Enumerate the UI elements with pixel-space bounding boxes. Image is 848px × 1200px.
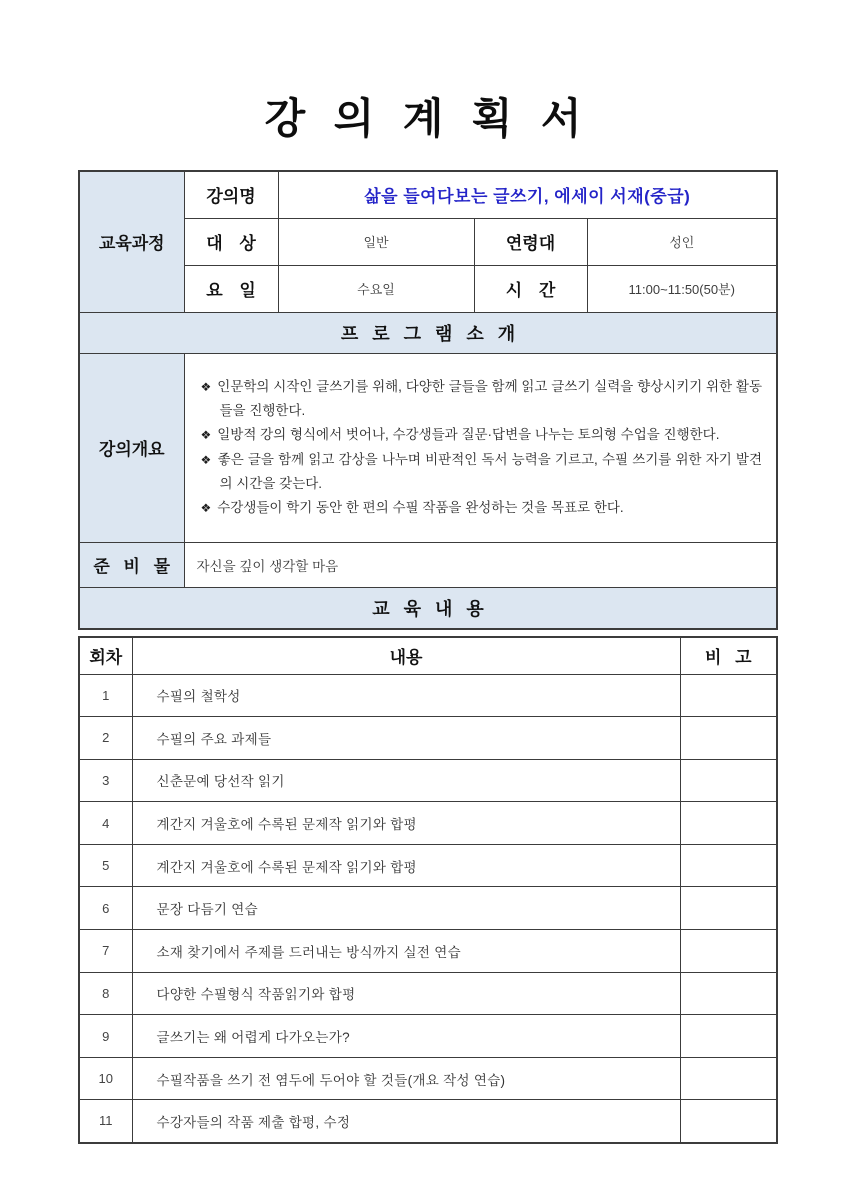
session-content: 다양한 수필형식 작품읽기와 합평	[132, 972, 680, 1015]
overview-bullet	[201, 423, 763, 447]
session-number: 4	[79, 802, 132, 845]
content-table-header	[79, 637, 777, 674]
session-content: 계간지 겨울호에 수록된 문제작 읽기와 합평	[132, 802, 680, 845]
diamond-bullet-icon: ❖	[200, 428, 212, 443]
table-row	[79, 802, 777, 845]
table-row	[79, 1100, 777, 1143]
table-row	[79, 674, 777, 717]
column-header-remark: 비 고	[680, 637, 777, 674]
session-number: 1	[79, 674, 132, 717]
page-title: 강 의 계 획 서	[264, 97, 584, 143]
overview-bullet	[201, 375, 763, 423]
remark-cell	[680, 887, 777, 930]
session-number: 10	[79, 1057, 132, 1100]
day-label: 요 일	[184, 265, 278, 312]
session-number: 9	[79, 1015, 132, 1058]
table-row	[79, 887, 777, 930]
remark-cell	[680, 717, 777, 760]
overview-section-label: 강의개요	[79, 353, 184, 542]
target-label: 대 상	[184, 218, 278, 265]
remark-cell	[680, 802, 777, 845]
remark-cell	[680, 972, 777, 1015]
course-section-label: 교육과정	[79, 171, 184, 312]
remark-cell	[680, 1057, 777, 1100]
lecture-name-value: 삶을 들여다보는 글쓰기, 에세이 서재(중급)	[278, 171, 777, 218]
program-intro-header: 프 로 그 램 소 개	[79, 312, 777, 353]
session-content: 소재 찾기에서 주제를 드러내는 방식까지 실전 연습	[132, 930, 680, 973]
overview-bullet	[201, 448, 763, 496]
session-number: 6	[79, 887, 132, 930]
day-value: 수요일	[278, 265, 474, 312]
session-number: 3	[79, 759, 132, 802]
session-content: 수필작품을 쓰기 전 염두에 두어야 할 것들(개요 작성 연습)	[132, 1057, 680, 1100]
materials-label: 준 비 물	[79, 542, 184, 587]
remark-cell	[680, 1015, 777, 1058]
education-content-header: 교 육 내 용	[79, 587, 777, 629]
session-number: 5	[79, 844, 132, 887]
table-row	[79, 1057, 777, 1100]
target-value: 일반	[278, 218, 474, 265]
session-number: 7	[79, 930, 132, 973]
age-group-label: 연령대	[474, 218, 587, 265]
table-row	[79, 844, 777, 887]
materials-value: 자신을 깊이 생각할 마음	[184, 542, 777, 587]
overview-bullet-text: 인문학의 시작인 글쓰기를 위해, 다양한 글들을 함께 읽고 글쓰기 실력을 향상시키기 위한 활동들을 진행한다.	[217, 379, 763, 419]
remark-cell	[680, 674, 777, 717]
diamond-bullet-icon: ❖	[200, 380, 212, 395]
remark-cell	[680, 844, 777, 887]
table-row	[79, 930, 777, 973]
age-group-value: 성인	[587, 218, 777, 265]
course-info-table	[78, 170, 778, 630]
session-content: 신춘문예 당선작 읽기	[132, 759, 680, 802]
table-row	[79, 717, 777, 760]
session-content: 글쓰기는 왜 어렵게 다가오는가?	[132, 1015, 680, 1058]
session-number: 2	[79, 717, 132, 760]
overview-bullet	[201, 496, 763, 520]
overview-content	[184, 353, 777, 542]
remark-cell	[680, 1100, 777, 1143]
diamond-bullet-icon: ❖	[200, 500, 212, 515]
overview-bullet-text: 수강생들이 학기 동안 한 편의 수필 작품을 완성하는 것을 목표로 한다.	[217, 499, 624, 515]
time-value: 11:00~11:50(50분)	[587, 265, 777, 312]
remark-cell	[680, 930, 777, 973]
overview-bullet-text: 좋은 글을 함께 읽고 감상을 나누며 비판적인 독서 능력을 기르고, 수필 쓰기를 위한 자기 발견의 시간을 갖는다.	[217, 451, 763, 491]
column-header-body: 내용	[132, 637, 680, 674]
table-row	[79, 1015, 777, 1058]
lecture-name-label: 강의명	[184, 171, 278, 218]
overview-bullet-text: 일방적 강의 형식에서 벗어나, 수강생들과 질문·답변을 나누는 토의형 수업을 진행한다.	[217, 427, 720, 443]
session-content: 문장 다듬기 연습	[132, 887, 680, 930]
session-content: 수필의 철학성	[132, 674, 680, 717]
session-content: 계간지 겨울호에 수록된 문제작 읽기와 합평	[132, 844, 680, 887]
time-label: 시 간	[474, 265, 587, 312]
table-row	[79, 972, 777, 1015]
content-table	[78, 636, 778, 1144]
session-number: 8	[79, 972, 132, 1015]
remark-cell	[680, 759, 777, 802]
session-content: 수필의 주요 과제들	[132, 717, 680, 760]
diamond-bullet-icon: ❖	[200, 452, 212, 467]
column-header-session: 회차	[79, 637, 132, 674]
session-number: 11	[79, 1100, 132, 1143]
table-row	[79, 759, 777, 802]
session-content: 수강자들의 작품 제출 합평, 수정	[132, 1100, 680, 1143]
